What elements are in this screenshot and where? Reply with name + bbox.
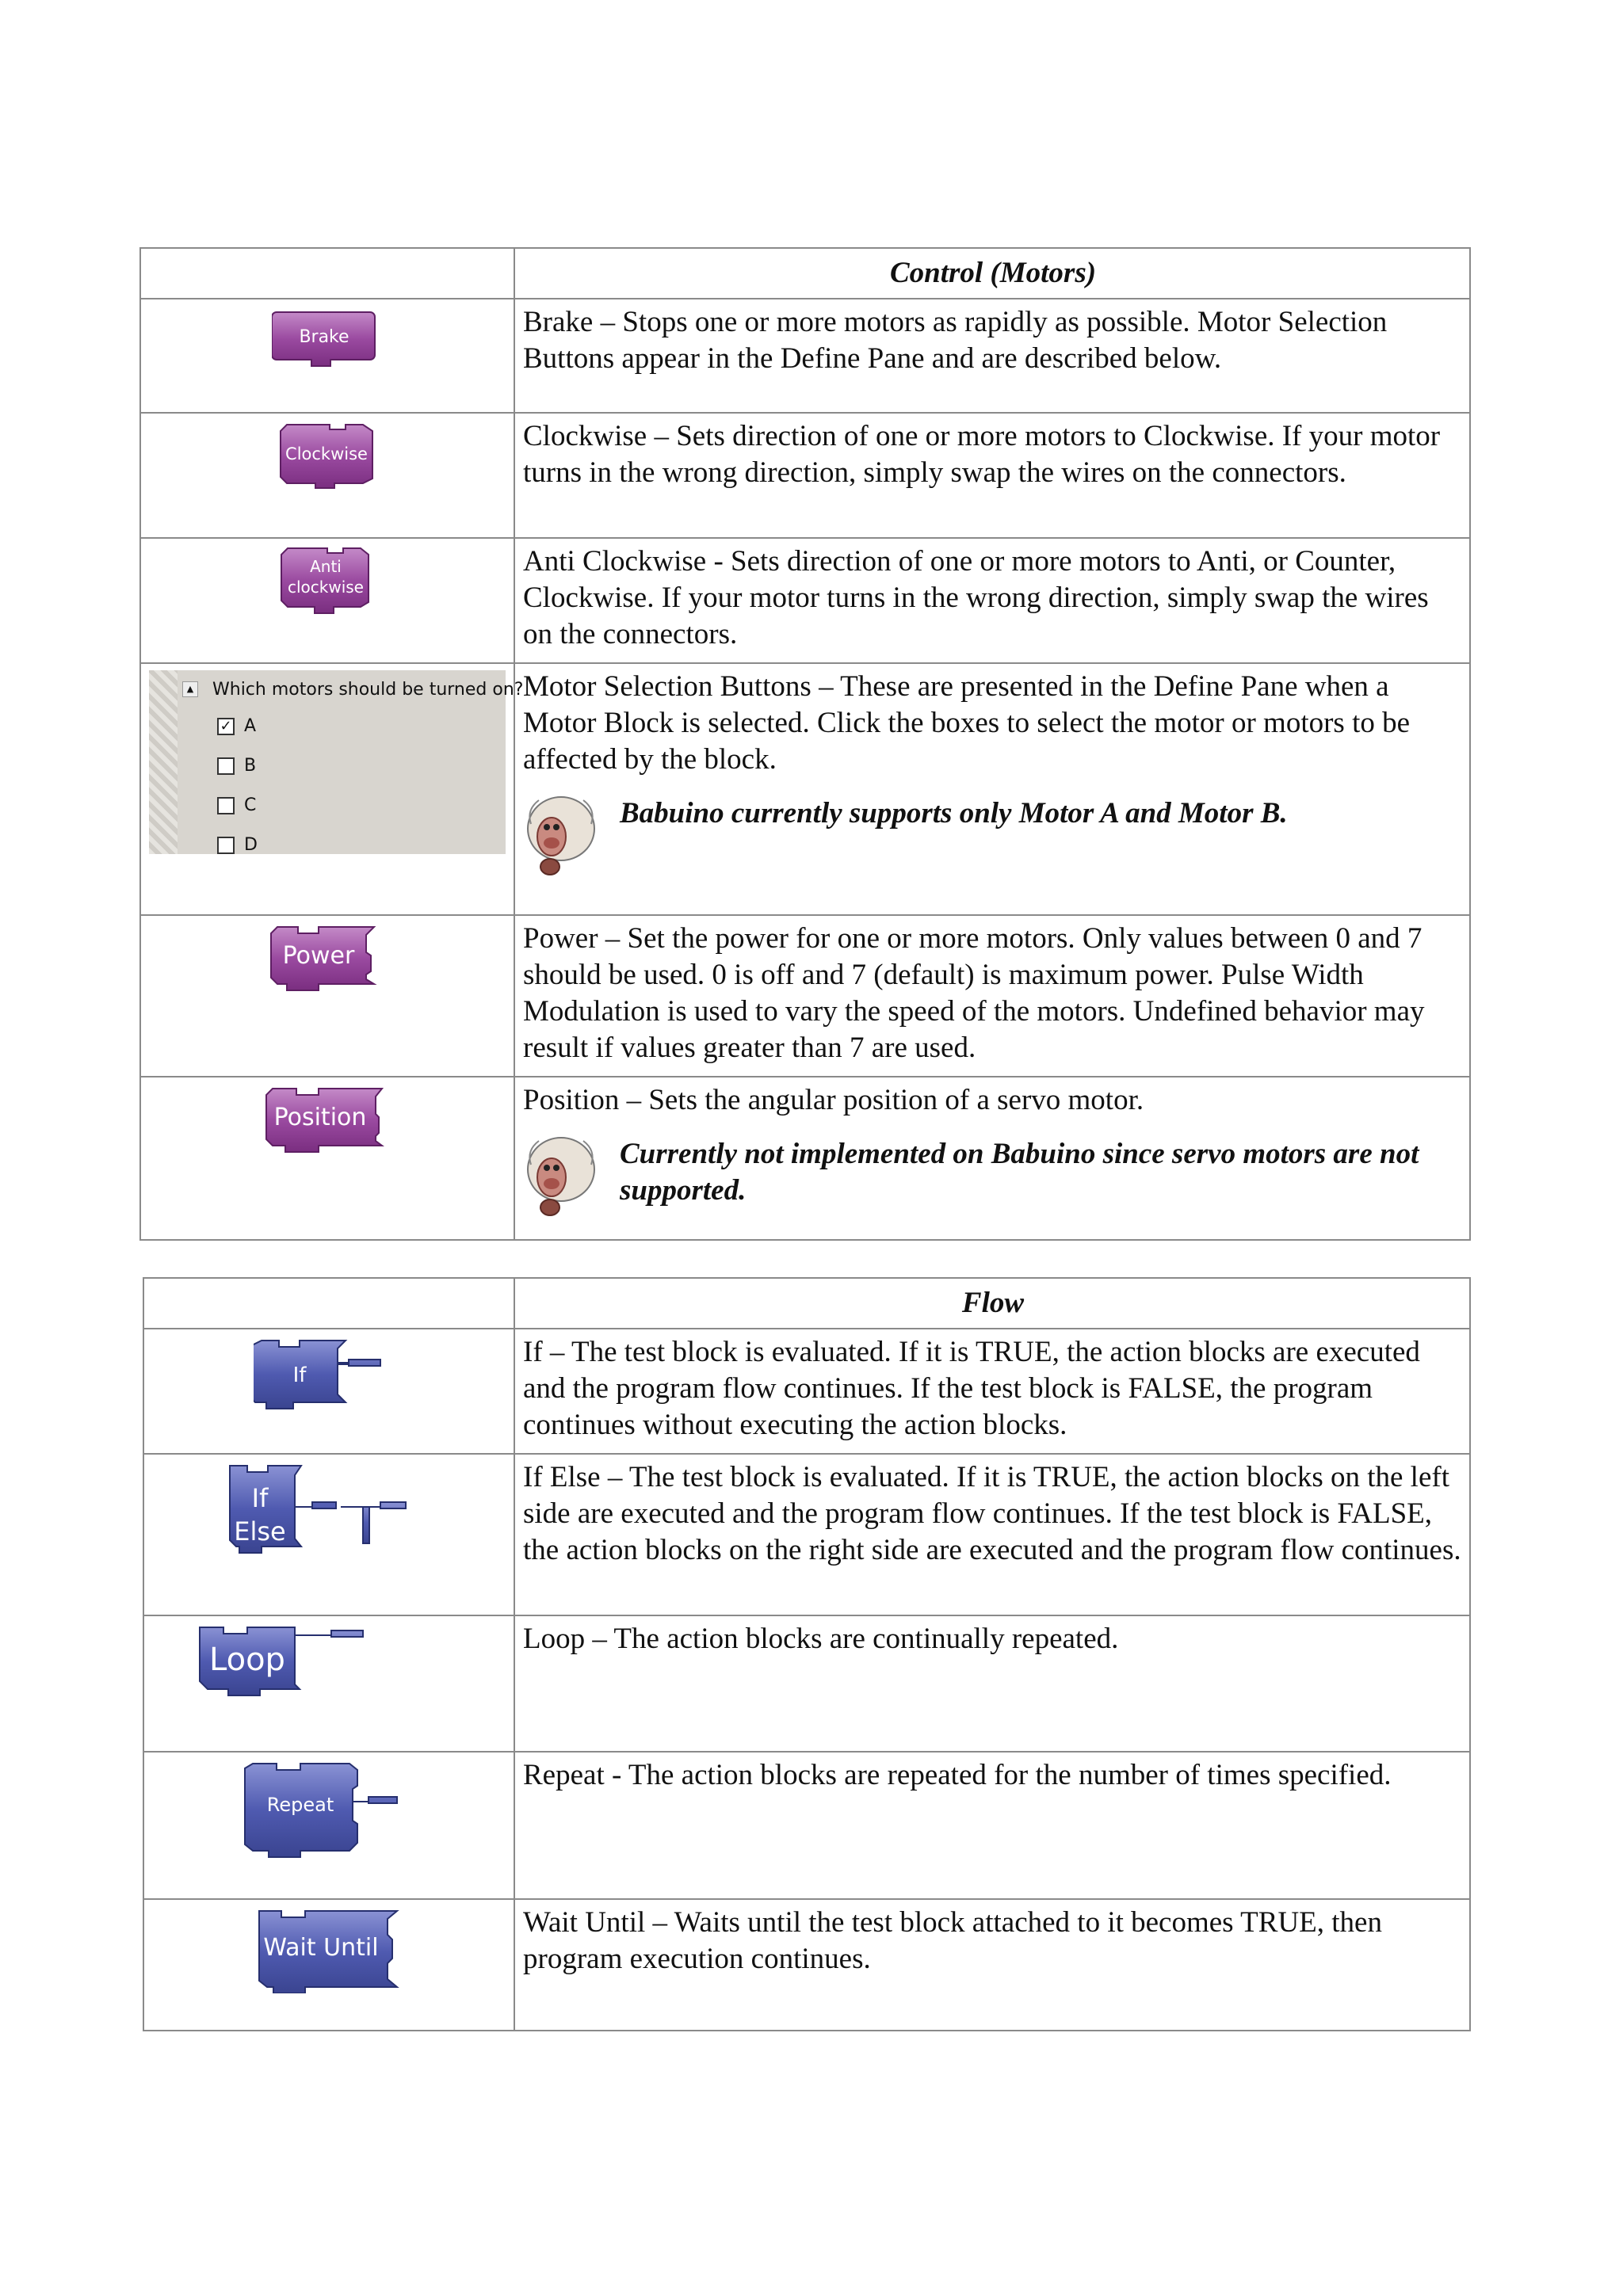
anticlockwise-block-cell [140,538,514,663]
svg-text:Brake: Brake [299,327,349,347]
table-row [140,915,1470,1077]
repeat-description: Repeat - The action blocks are repeated for the number of times specified. [514,1752,1470,1899]
checkbox-d[interactable] [217,837,235,854]
table-row [143,1454,1470,1615]
loop-description: Loop – The action blocks are continually repeated. [514,1615,1470,1752]
repeat-block-icon [242,1759,416,1862]
motor-selection-description-cell [514,663,1470,915]
svg-text:Else: Else [234,1516,286,1547]
power-description: Power – Set the power for one or more motors. Only values between 0 and 7 should be used. 0 is off and 7 (default) is maximum power. Pulse Width Modulation is used to vary the speed of the motors. Undefined behavior may result if values greater than 7 are used. [514,915,1470,1077]
position-note [523,1136,1463,1220]
if-else-block-cell [143,1454,514,1615]
svg-text:Loop: Loop [209,1642,285,1678]
repeat-block-cell [143,1752,514,1899]
position-description: Position – Sets the angular position of a servo motor. [523,1084,1144,1116]
wait-until-description: Wait Until – Waits until the test block attached to it becomes TRUE, then program execution continues. [514,1899,1470,2031]
svg-text:Position: Position [273,1104,367,1131]
baboon-icon [523,792,601,879]
svg-text:If: If [292,1363,307,1387]
motor-option-label: C [244,795,257,815]
if-block-cell [143,1329,514,1454]
svg-text:clockwise: clockwise [287,578,365,597]
clockwise-block-icon [276,420,379,490]
checkbox-b[interactable] [217,757,235,775]
motor-selection-note [523,795,1463,879]
table-row [140,663,1470,915]
anticlockwise-description: Anti Clockwise - Sets direction of one or more motors to Anti, or Counter, Clockwise. If your motor turns in the wrong direction, simply swap the wires on the connectors. [514,538,1470,663]
checkbox-a[interactable]: ✓ [217,718,235,735]
baboon-icon [523,1133,601,1220]
wait-until-block-icon [251,1906,407,1993]
motor-selection-cell [140,663,524,915]
brake-description: Brake – Stops one or more motors as rapidly as possible. Motor Selection Buttons appear in the Define Pane and are described below. [514,299,1470,413]
clockwise-block-cell [140,413,514,538]
header-empty-cell [143,1278,514,1329]
if-description: If – The test block is evaluated. If it is TRUE, the action blocks are executed and the program flow continues. If the test block is FALSE, the program continues without executing the action blocks. [514,1329,1470,1454]
motor-option-b[interactable] [217,756,256,776]
collapse-arrow-icon[interactable]: ▲ [182,681,198,697]
servo-note: Currently not implemented on Babuino since servo motors are not supported. [620,1138,1419,1207]
motor-selection-question: Which motors should be turned on? [212,680,524,700]
table-row [143,1752,1470,1899]
power-block-icon [269,922,385,995]
wait-until-block-cell [143,1899,514,2031]
position-block-icon [265,1084,390,1157]
if-else-block-icon [222,1461,436,1564]
position-description-cell [514,1077,1470,1240]
svg-text:Anti: Anti [310,557,342,576]
motors-table [139,247,1471,1241]
brake-block-cell [140,299,514,413]
motor-selection-panel [149,670,524,855]
table-row [143,1615,1470,1752]
flow-heading: Flow [514,1278,1470,1329]
table-row [140,538,1470,663]
brake-block-icon [272,306,383,371]
svg-text:Clockwise: Clockwise [285,444,368,463]
loop-block-icon [192,1623,374,1702]
motor-option-c[interactable] [217,795,256,816]
motor-option-label: D [244,835,258,855]
motor-option-a[interactable] [217,716,256,737]
svg-text:Power: Power [282,942,355,970]
table-row [140,299,1470,413]
svg-text:Repeat: Repeat [266,1794,334,1816]
table-row [143,1329,1470,1454]
power-block-cell [140,915,514,1077]
position-block-cell [140,1077,514,1240]
table-row [143,1899,1470,2031]
motor-support-note: Babuino currently supports only Motor A and Motor B. [620,797,1288,830]
flow-table [143,1277,1471,2031]
svg-text:Wait Until: Wait Until [263,1934,379,1962]
clockwise-description: Clockwise – Sets direction of one or more motors to Clockwise. If your motor turns in the wrong direction, simply swap the wires on the connectors. [514,413,1470,538]
loop-block-cell [143,1615,514,1752]
svg-text:If: If [251,1483,269,1513]
if-block-icon [254,1336,404,1415]
motor-option-label: B [244,756,257,776]
panel-stripe [149,670,178,854]
motors-heading: Control (Motors) [514,248,1470,299]
motor-selection-description: Motor Selection Buttons – These are presented in the Define Pane when a Motor Block is selected. Click the boxes to select the motor or motors to be affected by the block. [523,670,1411,776]
motor-option-label: A [244,716,257,736]
checkbox-c[interactable] [217,797,235,814]
if-else-description: If Else – The test block is evaluated. If it is TRUE, the action blocks on the left side are executed and the program flow continues. If the test block is FALSE, the action blocks on the right side are executed and the program flow continues. [514,1454,1470,1615]
motors-header-row [140,248,1470,299]
table-row [140,1077,1470,1240]
anticlockwise-block-icon [278,545,376,615]
table-row [140,413,1470,538]
header-empty-cell [140,248,514,299]
motor-option-d[interactable] [217,835,258,856]
flow-header-row [143,1278,1470,1329]
